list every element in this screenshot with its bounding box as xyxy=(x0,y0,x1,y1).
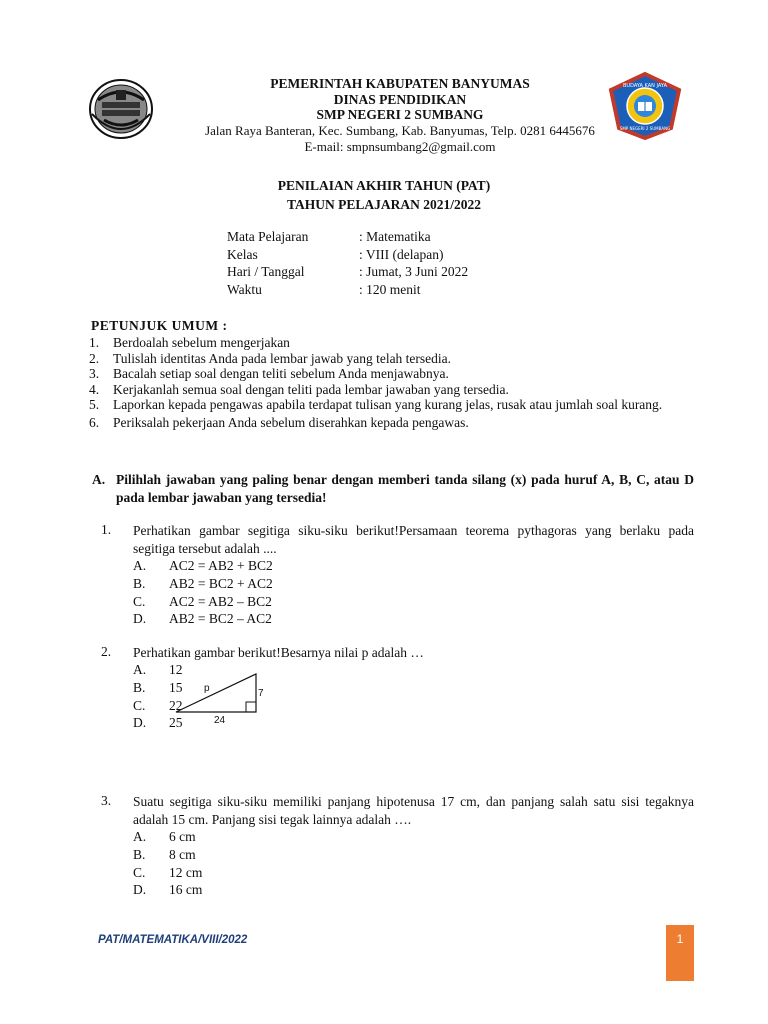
info-label: Kelas xyxy=(227,246,258,262)
instruction-text: Laporkan kepada pengawas apabila terdapat tulisan yang kurang jelas, rusak atau jumlah soal kurang. xyxy=(113,397,663,412)
info-value: : VIII (delapan) xyxy=(359,246,444,262)
option-letter: D. xyxy=(133,882,147,898)
label-hypotenuse: p xyxy=(204,683,210,694)
answer-option xyxy=(133,865,694,883)
instruction-item xyxy=(89,366,693,382)
banyumas-emblem-logo xyxy=(88,78,154,140)
option-letter: D. xyxy=(133,611,147,627)
question-number: 1. xyxy=(101,522,112,537)
info-row xyxy=(227,264,468,282)
right-triangle-figure xyxy=(170,670,280,726)
letterhead-email: E-mail: smpnsumbang2@gmail.com xyxy=(304,138,496,154)
instruction-number: 2. xyxy=(89,350,100,366)
option-letter: B. xyxy=(133,575,146,591)
school-logo-bottom-text: SMP NEGERI 2 SUMBANG xyxy=(619,126,671,131)
triangle-shape xyxy=(176,674,256,712)
info-value: : Matematika xyxy=(359,229,431,244)
exam-info-table xyxy=(227,229,468,299)
instruction-item xyxy=(89,415,693,431)
answer-option xyxy=(133,558,694,576)
instruction-text: Bacalah setiap soal dengan teliti sebelum Anda menjawabnya. xyxy=(113,366,449,381)
instruction-text: Kerjakanlah semua soal dengan teliti pada lembar jawaban yang tersedia. xyxy=(113,381,509,397)
right-angle-marker xyxy=(246,702,256,712)
option-text: 8 cm xyxy=(169,846,196,862)
answer-option xyxy=(133,829,694,847)
exam-title xyxy=(0,176,768,214)
instruction-item xyxy=(89,351,693,367)
section-a-letter: A. xyxy=(92,472,106,487)
info-row xyxy=(227,247,468,265)
letterhead-school: SMP NEGERI 2 SUMBANG xyxy=(316,107,484,122)
section-a-instruction xyxy=(92,471,694,507)
question-text: Perhatikan gambar segitiga siku-siku berikut!Persamaan teorema pythagoras yang berlaku pada segitiga tersebut adalah .... xyxy=(133,523,694,556)
instruction-number: 3. xyxy=(89,366,100,381)
option-text: AB2 = BC2 – AC2 xyxy=(169,611,272,627)
option-letter: B. xyxy=(133,679,146,695)
exam-title-line1: PENILAIAN AKHIR TAHUN (PAT) xyxy=(277,178,491,193)
instruction-number: 1. xyxy=(89,335,100,350)
question-text: Perhatikan gambar berikut!Besarnya nilai p adalah … xyxy=(133,645,424,660)
info-label: Waktu xyxy=(227,281,262,297)
option-text: 15 xyxy=(169,679,183,695)
page-number-badge: 1 xyxy=(666,925,694,981)
option-text: 16 cm xyxy=(169,882,203,898)
option-letter: C. xyxy=(133,697,146,713)
option-letter: C. xyxy=(133,593,146,609)
option-letter: B. xyxy=(133,846,146,862)
letterhead-government: PEMERINTAH KABUPATEN BANYUMAS xyxy=(270,76,530,91)
school-logo-text: BUDAYA KAN JAYA xyxy=(622,83,668,89)
instruction-number: 4. xyxy=(89,381,100,397)
question-number: 3. xyxy=(101,793,112,808)
option-text: 22 xyxy=(169,697,183,713)
option-text: AC2 = AB2 + BC2 xyxy=(169,558,273,573)
question-text: Suatu segitiga siku-siku memiliki panjang hipotenusa 17 cm, dan panjang salah satu sisi tegaknya adalah 15 cm. Panjang sisi tegak lainnya adalah …. xyxy=(133,794,694,827)
answer-option xyxy=(133,847,694,865)
question-3 xyxy=(101,793,694,900)
option-letter: D. xyxy=(133,715,147,731)
info-row xyxy=(227,282,468,300)
option-text: AB2 = BC2 + AC2 xyxy=(169,575,273,591)
info-label: Mata Pelajaran xyxy=(227,229,309,244)
info-value: : 120 menit xyxy=(359,281,421,297)
answer-option xyxy=(133,611,694,629)
info-row xyxy=(227,229,468,247)
general-instructions-heading: PETUNJUK UMUM : xyxy=(91,318,228,333)
option-text: 12 cm xyxy=(169,864,203,880)
instruction-item xyxy=(89,397,693,413)
option-text: 12 xyxy=(169,662,183,677)
instruction-text: Tulislah identitas Anda pada lembar jawab yang telah tersedia. xyxy=(113,350,452,366)
answer-option xyxy=(133,576,694,594)
section-a-text: Pilihlah jawaban yang paling benar dengan memberi tanda silang (x) pada huruf A, B, C, atau D pada lembar jawaban yang tersedia! xyxy=(116,472,694,505)
option-letter: A. xyxy=(133,558,147,573)
instruction-item xyxy=(89,335,693,351)
exam-title-line2: TAHUN PELAJARAN 2021/2022 xyxy=(286,197,481,212)
info-label: Hari / Tanggal xyxy=(227,264,305,279)
option-letter: A. xyxy=(133,829,147,844)
question-1 xyxy=(101,522,694,629)
option-text: 6 cm xyxy=(169,829,196,844)
instruction-text: Periksalah pekerjaan Anda sebelum diserahkan kepada pengawas. xyxy=(113,414,469,430)
letterhead xyxy=(150,76,650,155)
letterhead-address: Jalan Raya Banteran, Kec. Sumbang, Kab. Banyumas, Telp. 0281 6445676 xyxy=(205,122,595,138)
instruction-item xyxy=(89,382,693,398)
answer-option xyxy=(133,882,694,900)
instruction-text: Berdoalah sebelum mengerjakan xyxy=(113,335,290,350)
instruction-number: 5. xyxy=(89,397,100,412)
question-number: 2. xyxy=(101,644,112,659)
option-letter: C. xyxy=(133,864,146,880)
footer-label: PAT/MATEMATIKA/VIII/2022 xyxy=(98,934,248,946)
label-base: 24 xyxy=(214,715,226,726)
answer-option xyxy=(133,594,694,612)
option-text: AC2 = AB2 – BC2 xyxy=(169,593,272,609)
label-vertical-side: 7 xyxy=(258,688,264,699)
info-value: : Jumat, 3 Juni 2022 xyxy=(359,264,469,279)
option-letter: A. xyxy=(133,662,147,677)
option-text: 25 xyxy=(169,715,183,731)
instruction-number: 6. xyxy=(89,414,100,430)
general-instructions-list xyxy=(89,335,693,430)
letterhead-department: DINAS PENDIDIKAN xyxy=(333,91,467,107)
